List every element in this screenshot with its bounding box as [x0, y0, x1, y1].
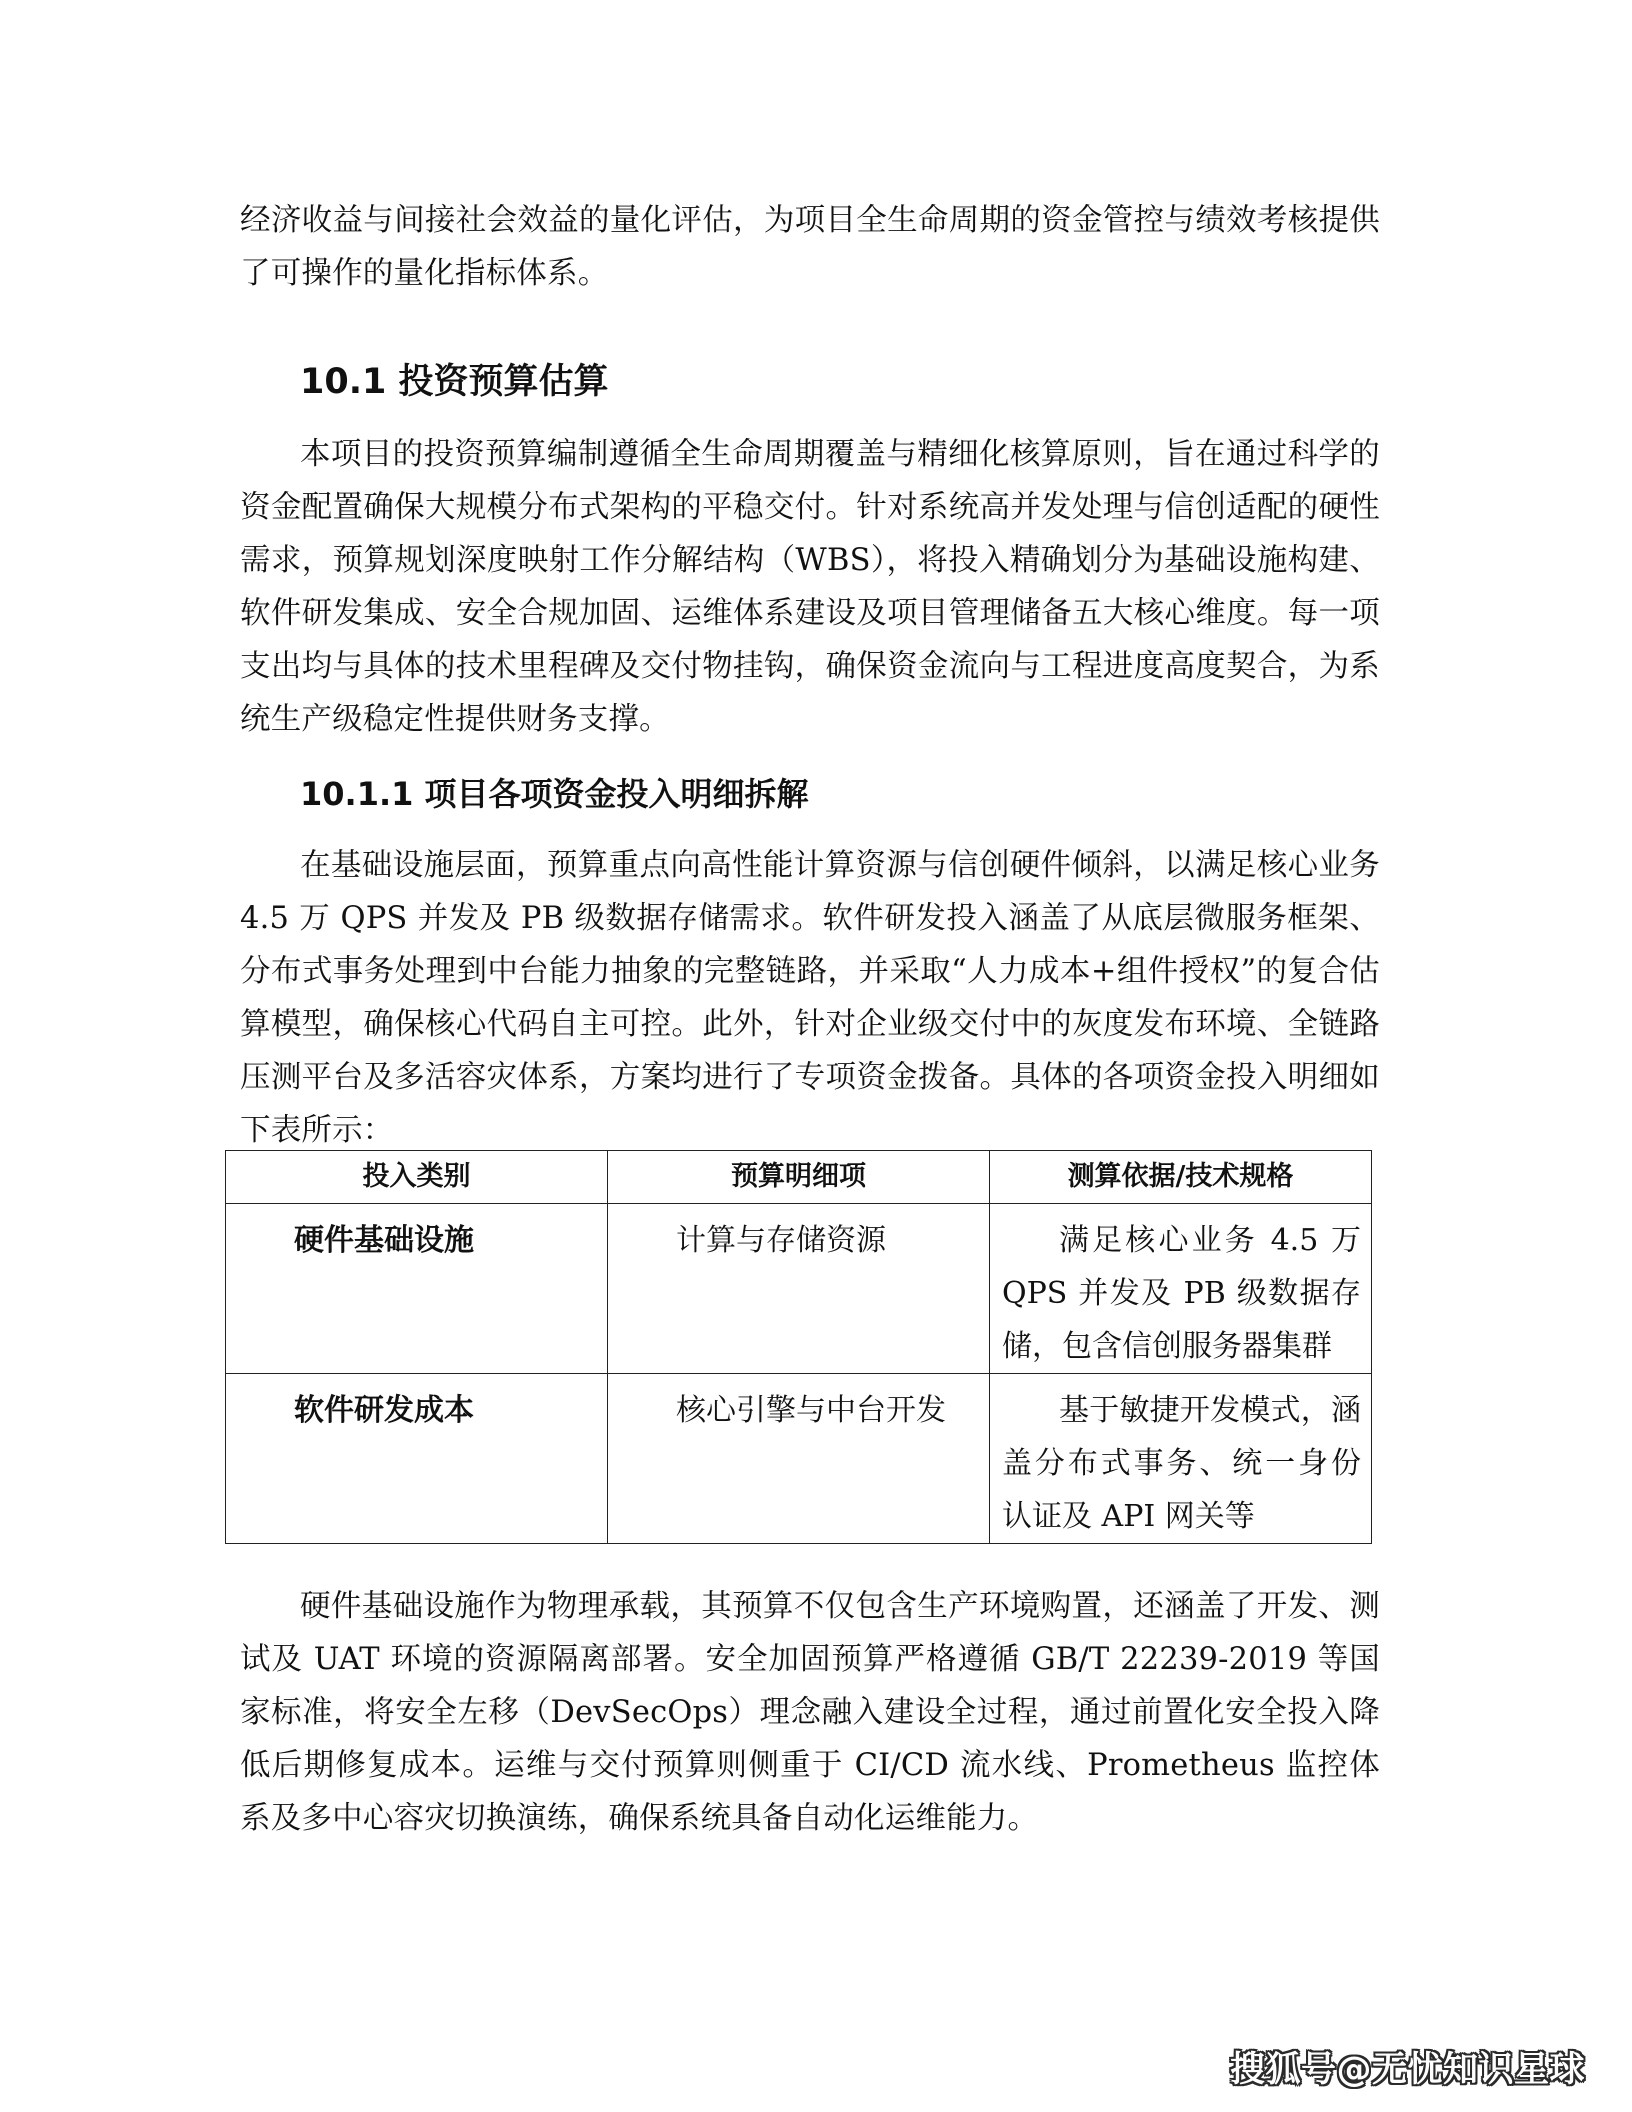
table-cell-item: 计算与存储资源: [608, 1204, 990, 1374]
table-cell-basis: 满足核心业务 4.5 万 QPS 并发及 PB 级数据存储，包含信创服务器集群: [990, 1204, 1372, 1374]
budget-table: [225, 1150, 1372, 1544]
section-heading-10-1: 10.1 投资预算估算: [300, 362, 609, 402]
closing-paragraph: 硬件基础设施作为物理承载，其预算不仅包含生产环境购置，还涵盖了开发、测试及 UAT 环境的资源隔离部署。安全加固预算严格遵循 GB/T 22239-2019 等国家标准，将安全左移（DevSecOps）理念融入建设全过程，通过前置化安全投入降低后期修复成本。运维与交付预算则侧重于 CI/CD 流水线、Prometheus 监控体系及多中心容灾切换演练，确保系统具备自动化运维能力。: [240, 1589, 1380, 1836]
table-cell-item: 核心引擎与中台开发: [608, 1374, 990, 1544]
intro-paragraph: 经济收益与间接社会效益的量化评估，为项目全生命周期的资金管控与绩效考核提供了可操作的量化指标体系。: [240, 203, 1380, 291]
budget-table-container: [225, 1150, 1370, 1534]
table-header-category: 投入类别: [226, 1151, 608, 1204]
table-header-row: [226, 1151, 1372, 1204]
section-heading-10-1-1: 10.1.1 项目各项资金投入明细拆解: [300, 775, 809, 813]
section-10-1-paragraph: 本项目的投资预算编制遵循全生命周期覆盖与精细化核算原则，旨在通过科学的资金配置确保大规模分布式架构的平稳交付。针对系统高并发处理与信创适配的硬性需求，预算规划深度映射工作分解结构（WBS），将投入精确划分为基础设施构建、软件研发集成、安全合规加固、运维体系建设及项目管理储备五大核心维度。每一项支出均与具体的技术里程碑及交付物挂钩，确保资金流向与工程进度高度契合，为系统生产级稳定性提供财务支撑。: [240, 437, 1380, 737]
table-row: [226, 1204, 1372, 1374]
table-cell-category: 硬件基础设施: [226, 1204, 608, 1374]
table-cell-basis: 基于敏捷开发模式，涵盖分布式事务、统一身份认证及 API 网关等: [990, 1374, 1372, 1544]
table-header-item: 预算明细项: [608, 1151, 990, 1204]
watermark-text: 搜狐号@无忧知识星球: [1229, 2050, 1585, 2090]
table-row: [226, 1374, 1372, 1544]
table-header-basis: 测算依据/技术规格: [990, 1151, 1372, 1204]
table-cell-category: 软件研发成本: [226, 1374, 608, 1544]
section-10-1-1-paragraph: 在基础设施层面，预算重点向高性能计算资源与信创硬件倾斜，以满足核心业务 4.5 万 QPS 并发及 PB 级数据存储需求。软件研发投入涵盖了从底层微服务框架、分布式事务处理到中台能力抽象的完整链路，并采取“人力成本+组件授权”的复合估算模型，确保核心代码自主可控。此外，针对企业级交付中的灰度发布环境、全链路压测平台及多活容灾体系，方案均进行了专项资金拨备。具体的各项资金投入明细如下表所示：: [240, 848, 1380, 1148]
